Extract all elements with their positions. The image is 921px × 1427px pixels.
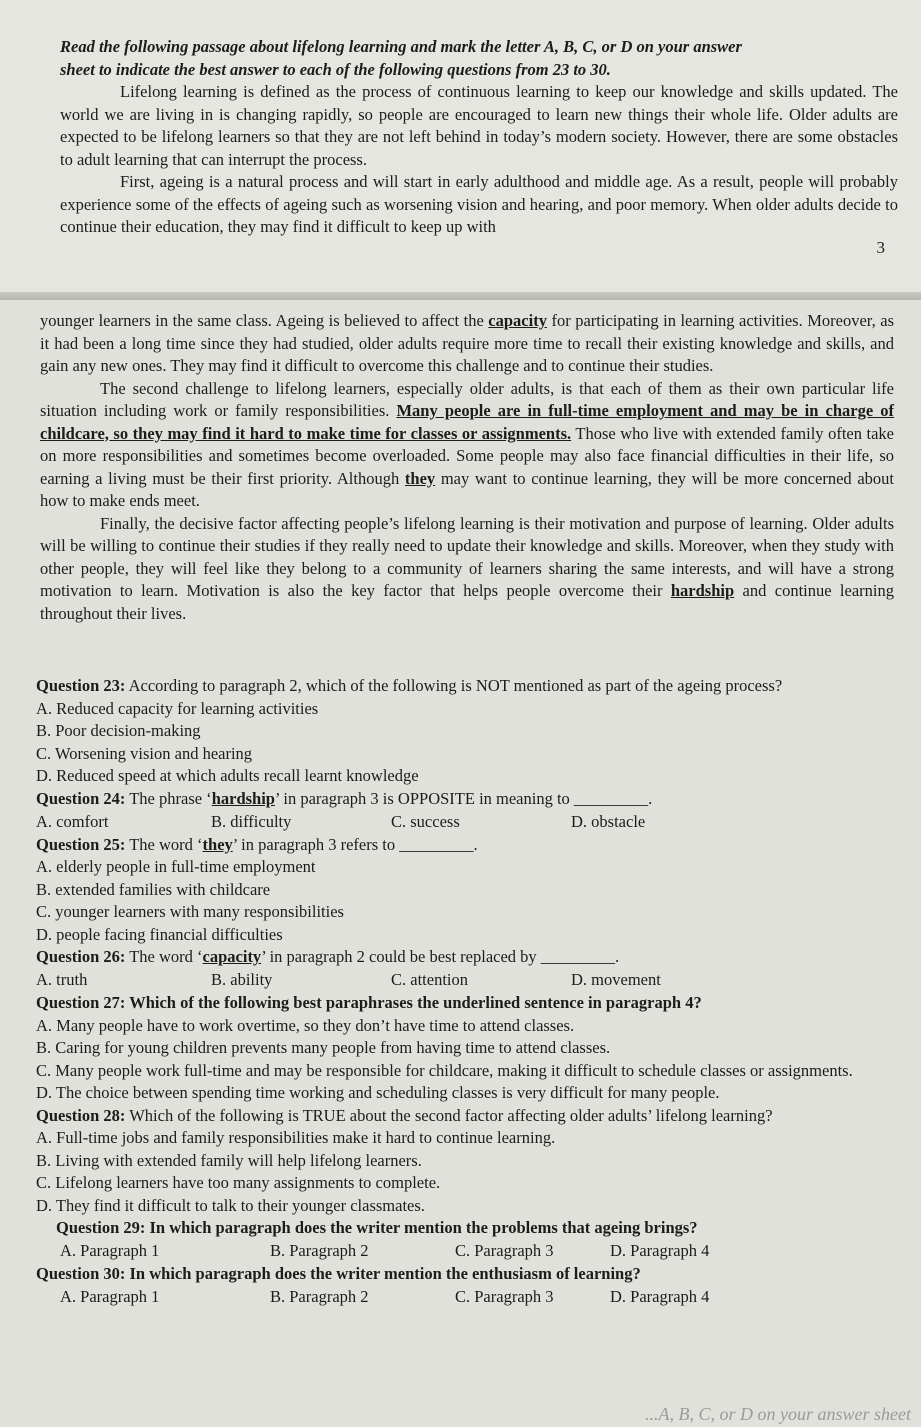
word-they: they <box>404 468 436 488</box>
q30-option-c[interactable]: C. Paragraph 3 <box>455 1287 554 1306</box>
questions <box>36 675 896 1309</box>
q29-option-d[interactable]: D. Paragraph 4 <box>610 1241 710 1260</box>
q23-option-a[interactable]: A. Reduced capacity for learning activities <box>36 698 319 718</box>
paragraph-2-continued: younger learners in the same class. Ageing is believed to affect the capacity for participating in learning activities. Moreover, as it had been a long time since they had studied, older adults require more time to recall their existing knowledge and skills, and gain any new ones. They may find it difficult to overcome this challenge and to continue their studies. <box>40 311 894 375</box>
q28-option-c[interactable]: C. Lifelong learners have too many assignments to complete. <box>36 1173 441 1192</box>
next-page-partial-text: ...A, B, C, or D on your answer sheet <box>645 1404 911 1424</box>
question-29: Question 29: In which paragraph does the writer mention the problems that ageing brings? A. Paragraph 1 B. Paragraph 2 C. Paragraph 3 D. Paragraph 4 <box>36 1217 896 1263</box>
q28-option-b[interactable]: B. Living with extended family will help lifelong learners. <box>36 1150 422 1170</box>
question-23: Question 23: According to paragraph 2, which of the following is NOT mentioned as part of the ageing process? A. Reduced capacity for learning activities B. Poor decision-making C. Worsening vision and hearing D. Reduced speed at which adults recall learnt knowledge <box>36 675 896 788</box>
question-30: Question 30: In which paragraph does the writer mention the enthusiasm of learning? A. Paragraph 1 B. Paragraph 2 C. Paragraph 3 D. Paragraph 4 <box>36 1263 896 1309</box>
word-hardship: hardship <box>670 581 735 600</box>
q27-option-d[interactable]: D. The choice between spending time working and scheduling classes is very difficult for many people. <box>36 1083 720 1102</box>
q29-option-a[interactable]: A. Paragraph 1 <box>60 1241 160 1260</box>
q23-option-b[interactable]: B. Poor decision-making <box>36 721 201 740</box>
paragraph-4: Finally, the decisive factor affecting people’s lifelong learning is their motivation and purpose of learning. Older adults will be willing to continue their studies if they really need to update their knowledge and skills. Moreover, when they study with other people, they will feel like they belong to a community of learners sharing the same interests, and will have a strong motivation to learn. Motivation is also the key factor that helps people overcome their hardship and continue learning throughout their lives. <box>40 513 894 623</box>
instruction <box>60 36 898 81</box>
question-25: Question 25: The word ‘they’ in paragraph 3 refers to _________. A. elderly people in full-time employment B. extended families with childcare C. younger learners with many responsibilities D. people facing financial difficulties <box>36 834 896 947</box>
passage-top <box>60 81 898 239</box>
question-24: Question 24: The phrase ‘hardship’ in paragraph 3 is OPPOSITE in meaning to _________. A. comfort B. difficulty C. success D. obstacle <box>36 788 896 834</box>
page-number: 3 <box>876 238 885 257</box>
page-fold <box>0 292 921 300</box>
q29-option-c[interactable]: C. Paragraph 3 <box>455 1241 554 1260</box>
q26-option-d[interactable]: D. movement <box>571 970 661 989</box>
q25-option-d[interactable]: D. people facing financial difficulties <box>36 924 283 944</box>
q28-option-d[interactable]: D. They find it difficult to talk to their younger classmates. <box>36 1195 425 1215</box>
passage-bottom <box>40 310 894 625</box>
paragraph-1: Lifelong learning is defined as the process of continuous learning to keep our knowledge and skills updated. The world we are living in is changing rapidly, so people are encouraged to learn new things their whole life. Older adults are expected to be lifelong learners so that they are not left behind in today’s modern society. However, there are some obstacles to adult learning that can interrupt the process. <box>60 82 898 169</box>
question-26: Question 26: The word ‘capacity’ in paragraph 2 could be best replaced by _________. A. truth B. ability C. attention D. movement <box>36 946 896 992</box>
q23-option-d[interactable]: D. Reduced speed at which adults recall learnt knowledge <box>36 766 419 785</box>
q24-option-b[interactable]: B. difficulty <box>211 811 292 831</box>
paragraph-3: The second challenge to lifelong learners, especially older adults, is that each of them as their own particular life situation including work or family responsibilities. Many people are in full-time employment and may be in charge of childcare, so they may find it hard to make time for classes or assignments. Those who live with extended family often take on more responsibilities and sometimes become overloaded. Some people may also face financial difficulties in their life, so earning a living must be their first priority. Although they may want to continue learning, they will be more concerned about how to make ends meet. <box>40 378 894 510</box>
q30-option-d[interactable]: D. Paragraph 4 <box>610 1287 710 1306</box>
instruction-line-1: Read the following passage about lifelong learning and mark the letter A, B, C, or D on your answer <box>60 37 742 56</box>
q27-option-a[interactable]: A. Many people have to work overtime, so they don’t have time to attend classes. <box>36 1015 575 1035</box>
q24-option-c[interactable]: C. success <box>391 811 460 831</box>
question-27: Question 27: Which of the following best paraphrases the underlined sentence in paragraph 4? A. Many people have to work overtime, so they don’t have time to attend classes. B. Caring for young children prevents many people from having time to attend classes. C. Many people work full-time and may be responsible for childcare, making it difficult to schedule classes or assignments. D. The choice between spending time working and scheduling classes is very difficult for many people. <box>36 992 896 1105</box>
question-28: Question 28: Which of the following is TRUE about the second factor affecting older adults’ lifelong learning? A. Full-time jobs and family responsibilities make it hard to continue learning. B. Living with extended family will help lifelong learners. C. Lifelong learners have too many assignments to complete. D. They find it difficult to talk to their younger classmates. <box>36 1105 896 1218</box>
word-capacity: capacity <box>488 311 547 330</box>
q26-option-b[interactable]: B. ability <box>211 970 273 989</box>
instruction-line-2: sheet to indicate the best answer to each of the following questions from 23 to 30. <box>60 59 611 79</box>
q30-option-a[interactable]: A. Paragraph 1 <box>60 1287 160 1306</box>
q27-option-c[interactable]: C. Many people work full-time and may be responsible for childcare, making it difficult to schedule classes or assignments. <box>36 1060 853 1080</box>
q26-option-a[interactable]: A. truth <box>36 970 88 989</box>
q27-option-b[interactable]: B. Caring for young children prevents many people from having time to attend classes. <box>36 1038 611 1057</box>
q25-option-a[interactable]: A. elderly people in full-time employment <box>36 857 316 876</box>
q25-option-c[interactable]: C. younger learners with many responsibilities <box>36 902 344 921</box>
q24-option-a[interactable]: A. comfort <box>36 811 109 831</box>
underlined-sentence: Many people are in full-time employment and may be in charge of childcare, so they may find it hard to make time for classes or assignments. <box>40 401 894 443</box>
q28-option-a[interactable]: A. Full-time jobs and family responsibilities make it hard to continue learning. <box>36 1128 556 1147</box>
q25-option-b[interactable]: B. extended families with childcare <box>36 879 271 899</box>
paragraph-2-start: First, ageing is a natural process and will start in early adulthood and middle age. As a result, people will probably experience some of the effects of ageing such as worsening vision and hearing, and poor memory. When older adults decide to continue their education, they may find it difficult to keep up with <box>60 172 898 236</box>
q24-option-d[interactable]: D. obstacle <box>571 811 646 831</box>
q29-option-b[interactable]: B. Paragraph 2 <box>270 1241 369 1260</box>
q23-option-c[interactable]: C. Worsening vision and hearing <box>36 743 253 763</box>
q26-option-c[interactable]: C. attention <box>391 970 468 989</box>
q30-option-b[interactable]: B. Paragraph 2 <box>270 1287 369 1306</box>
